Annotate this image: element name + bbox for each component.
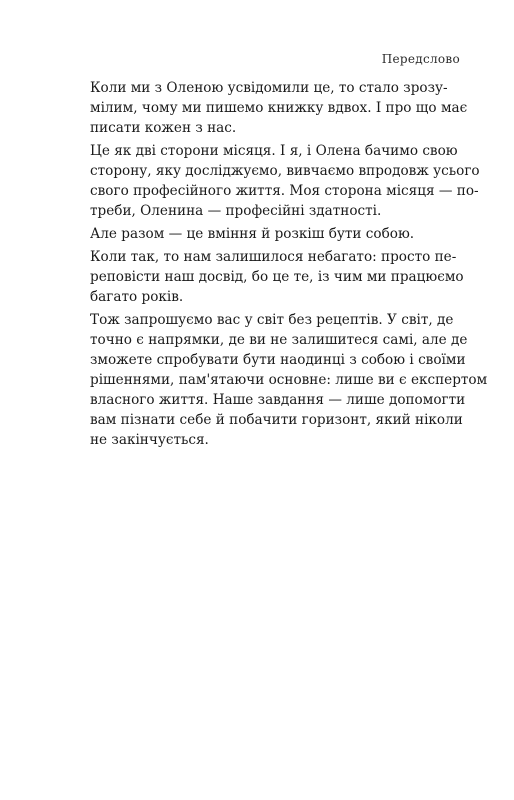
text-line: треби, Оленина — професійні здатності. — [90, 203, 382, 219]
text-line: сторону, яку досліджуємо, вивчаємо впродовж усього — [90, 163, 480, 179]
text-line: реповісти наш досвід, бо це те, із чим ми працюємо — [90, 269, 464, 285]
text-line: Але разом — це вміння й розкіш бути собою. — [90, 226, 415, 242]
text-line: рішеннями, пам'ятаючи основне: лише ви є експертом — [90, 372, 488, 388]
text-line: вам пізнати себе й побачити горизонт, який ніколи — [90, 412, 463, 428]
text-line: зможете спробувати бути наодинці з собою і своїми — [90, 352, 466, 368]
paragraph-4 — [90, 247, 464, 307]
text-line: Це як дві сторони місяця. І я, і Олена бачимо свою — [90, 143, 458, 159]
text-line: Коли так, то нам залишилося небагато: просто пе- — [90, 249, 457, 265]
text-line: писати кожен з нас. — [90, 120, 237, 136]
text-line: мілим, чому ми пишемо книжку вдвох. І про що має — [90, 100, 468, 116]
text-line: багато років. — [90, 289, 184, 305]
paragraph-1 — [90, 78, 468, 138]
running-header: Передслово — [381, 52, 460, 66]
text-line: Коли ми з Оленою усвідомили це, то стало зрозу- — [90, 80, 448, 96]
paragraph-2 — [90, 141, 480, 221]
paragraph-5 — [90, 310, 488, 450]
text-line: власного життя. Наше завдання — лише допомогти — [90, 392, 466, 408]
text-line: точно є напрямки, де ви не залишитеся самі, але де — [90, 332, 468, 348]
text-line: не закінчується. — [90, 432, 209, 448]
body-text — [90, 78, 488, 450]
paragraph-3 — [90, 224, 428, 244]
text-line: Тож запрошуємо вас у світ без рецептів. У світ, де — [90, 312, 454, 328]
text-line: свого професійного життя. Моя сторона місяця — по- — [90, 183, 479, 199]
